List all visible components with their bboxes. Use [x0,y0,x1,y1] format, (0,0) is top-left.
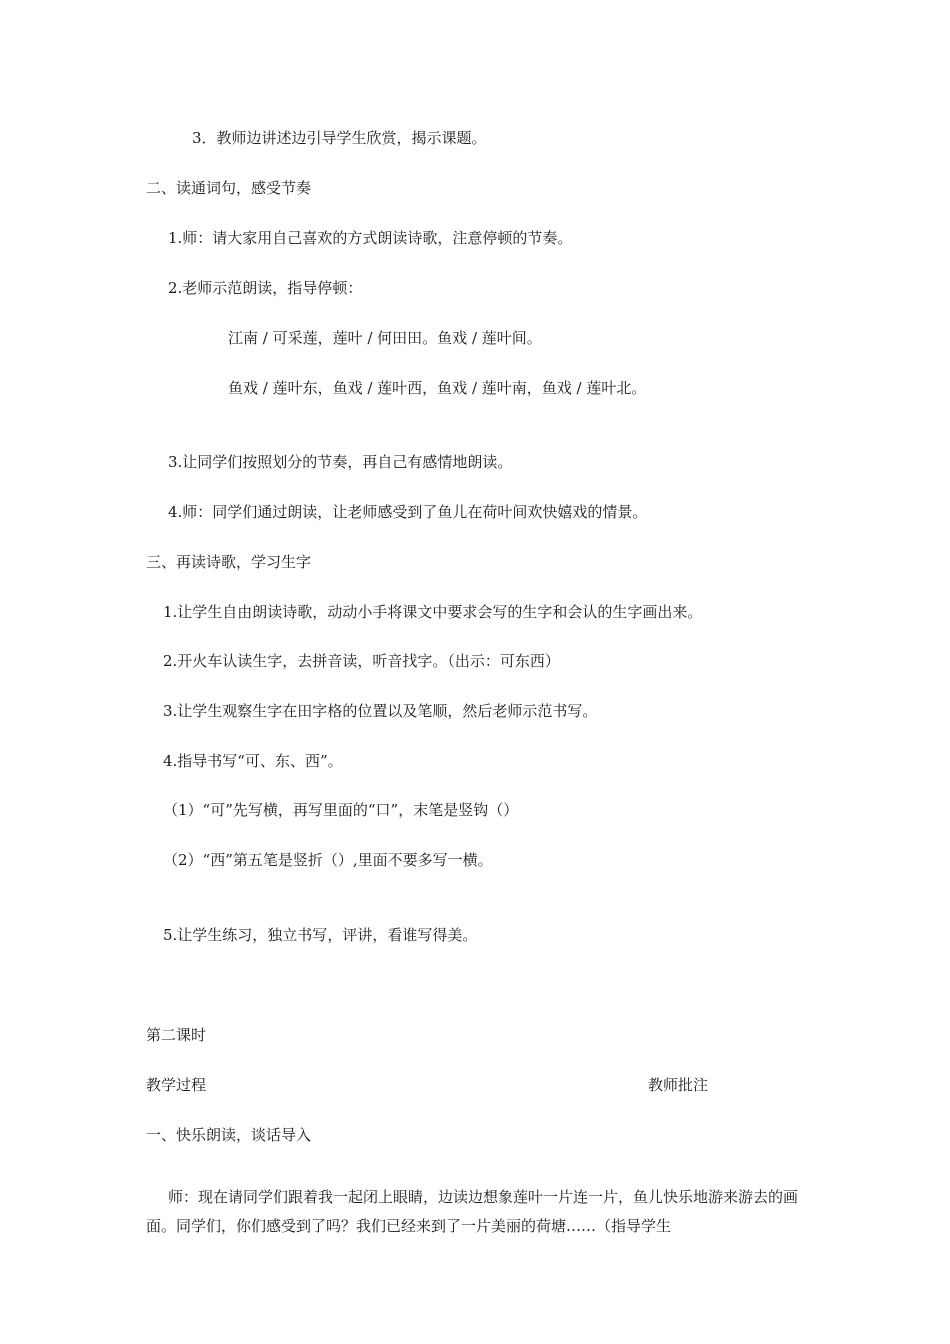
lesson-2-intro-paragraph: 师：现在请同学们跟着我一起闭上眼睛，边读边想象莲叶一片连一片，鱼儿快乐地游来游去的画面。同学们，你们感受到了吗？我们已经来到了一片美丽的荷塘……（指导学生 [146,1188,799,1235]
step-3-reveal-title: 3．教师边讲述边引导学生欣赏，揭示课题。 [192,129,487,147]
lesson-2-title: 第二课时 [146,1026,207,1044]
section-3-subitem-2: （2）“西”第五笔是竖折（）,里面不要多写一横。 [163,851,493,869]
section-3-heading: 三、再读诗歌，学习生字 [146,553,312,571]
teacher-notes-label: 教师批注 [648,1076,709,1094]
section-2-item-4: 4.师：同学们通过朗读，让老师感受到了鱼儿在荷叶间欢快嬉戏的情景。 [168,503,648,521]
section-2-item-1: 1.师：请大家用自己喜欢的方式朗读诗歌，注意停顿的节奏。 [168,229,573,247]
lesson-2-section-1-heading: 一、快乐朗读，谈话导入 [146,1126,312,1144]
section-3-item-2: 2.开火车认读生字，去拼音读，听音找字。（出示：可东西） [163,652,560,670]
section-2-item-3: 3.让同学们按照划分的节奏，再自己有感情地朗读。 [168,453,513,471]
section-3-item-4: 4.指导书写“可、东、西”。 [163,752,343,770]
section-3-item-1: 1.让学生自由朗读诗歌，动动小手将课文中要求会写的生字和会认的生字画出来。 [163,603,703,621]
section-2-heading: 二、读通词句，感受节奏 [146,179,312,197]
teaching-process-label: 教学过程 [146,1076,207,1094]
section-3-item-5: 5.让学生练习，独立书写，评讲，看谁写得美。 [163,926,478,944]
poem-line-1: 江南 / 可采莲，莲叶 / 何田田。鱼戏 / 莲叶间。 [228,329,542,347]
section-3-item-3: 3.让学生观察生字在田字格的位置以及笔顺，然后老师示范书写。 [163,702,598,720]
poem-line-2: 鱼戏 / 莲叶东，鱼戏 / 莲叶西，鱼戏 / 莲叶南，鱼戏 / 莲叶北。 [228,379,647,397]
section-3-subitem-1: （1）“可”先写横，再写里面的“口”，末笔是竖钩（） [163,801,519,819]
section-2-item-2: 2.老师示范朗读，指导停顿： [168,279,363,297]
